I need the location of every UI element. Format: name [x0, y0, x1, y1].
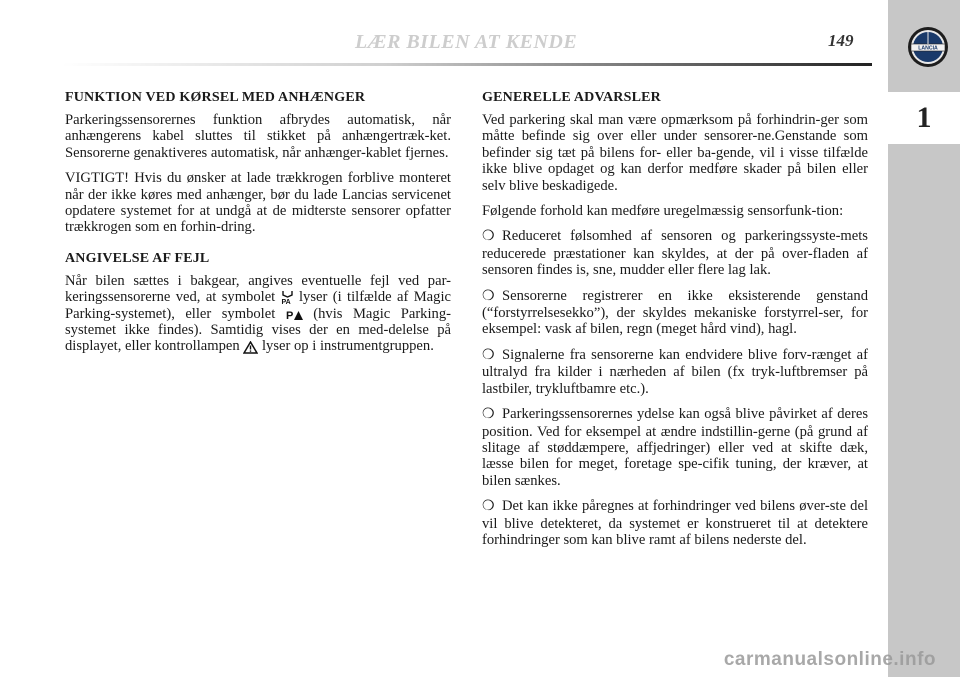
bullet-icon: ❍ — [482, 407, 495, 423]
paragraph-warnings-2: Følgende forhold kan medføre uregelmæssig sensorfunk-tion: — [482, 203, 844, 220]
page-number: 149 — [828, 31, 854, 50]
fault-text-a: Når bilen sættes i bakgear, angives eventuelle fejl ved par-keringssensorerne ved, at symbolet — [65, 272, 451, 306]
bullet-icon: ❍ — [482, 499, 495, 515]
bullet-text: Signalerne fra sensorerne kan endvidere blive forv-rænget af ultralyd fra kilder i nærheden af bilen (fx tryk-luftbremser på lastbiler, trykluftbamre etc.). — [482, 346, 868, 397]
bullet-text: Parkeringssensorernes ydelse kan også blive påvirket af deres position. Ved for eksempel at ændre indstillin-gerne (på grund af slitage af støddæmpere, affjedringer) eller ved at skifte dæk, læsse bilen for meget, foretage spe-cifik tuning, der kræver, at bilen sænkes. — [482, 406, 868, 489]
watermark: carmanualsonline.info — [723, 649, 936, 670]
paragraph-fault — [65, 273, 451, 355]
magic-parking-fault-icon — [281, 290, 294, 305]
paragraph-trailer-2: VIGTIGT! Hvis du ønsker at lade trækkrogen forblive monteret når der ikke køres med anhænger, bør du lade Lancias servicenet opdatere systemet for at undgå at de midterste sensorer opfatter trækkrogen som en forhin-dring. — [65, 170, 451, 236]
bullet-item — [482, 406, 868, 489]
bullet-text: Sensorerne registrerer en ikke eksisterende genstand (“forstyrrelsesekko”), der skyldes mekaniske forstyrrel-ser, for eksempel: vask af bilen, regn (meget hård vind), hagl. — [482, 287, 868, 338]
chapter-tab: 1 — [888, 92, 960, 144]
bullet-icon: ❍ — [482, 347, 495, 363]
warning-lamp-icon — [243, 341, 258, 354]
fault-text-c: (hvis Magic Parking-systemet ikke findes). Samtidig vises der en med-delelse på displayet, eller kontrollampen — [65, 305, 451, 355]
svg-text:PA: PA — [281, 299, 291, 306]
fault-text-b: lyser (i tilfælde af Magic Parking-systemet), eller symbolet — [65, 289, 451, 322]
bullet-item — [482, 498, 868, 548]
section-heading-warnings: GENERELLE ADVARSLER — [482, 90, 661, 105]
lancia-logo-icon — [907, 26, 949, 68]
bullet-text: Det kan ikke påregnes at forhindringer ved bilens øver-ste del vil blive detekteret, da systemet er konstrueret til at detektere forhindringer som kan blive ramt af bilens nederste del. — [482, 498, 868, 548]
page-header-title: LÆR BILEN AT KENDE — [355, 31, 578, 53]
bullet-item — [482, 288, 868, 338]
svg-text:P: P — [285, 309, 294, 321]
fault-text-d: lyser op i instrumentgruppen. — [261, 338, 434, 355]
left-column — [65, 90, 451, 364]
paragraph-warnings-1: Ved parkering skal man være opmærksom på forhindrin-ger som måtte befinde sig over eller under sensorer-ne.Genstande som befinder sig tæt på bilens for- eller ba-gende, vil i visse tilfælde ikke blive opdaget og kan derfor medføre skader på bilen eller selv blive beskadigede. — [482, 112, 868, 194]
bullet-icon: ❍ — [482, 229, 495, 245]
bullet-icon: ❍ — [482, 288, 495, 304]
bullet-text: Reduceret følsomhed af sensoren og parkeringssyste-mets reducerede præstationer kan skyldes, at der på over-fladen af sensoren findes is, sne, mudder eller flere lag lak. — [482, 228, 868, 279]
header-rule — [62, 63, 872, 66]
section-heading-fault: ANGIVELSE AF FEJL — [65, 250, 210, 266]
bullet-item — [482, 347, 868, 397]
paragraph-trailer-1: Parkeringssensorernes funktion afbrydes automatisk, når anhængerens kabel sluttes til stikket på anhængertræk-ket. Sensorerne genaktiveres automatisk, når anhænger-kablet fjernes. — [65, 112, 451, 161]
right-column — [482, 90, 868, 557]
parking-sensor-fault-icon — [286, 308, 303, 321]
section-heading-trailer: FUNKTION VED KØRSEL MED ANHÆNGER — [65, 90, 366, 105]
bullet-item — [482, 228, 868, 278]
logo-text: LANCIA — [918, 45, 938, 52]
